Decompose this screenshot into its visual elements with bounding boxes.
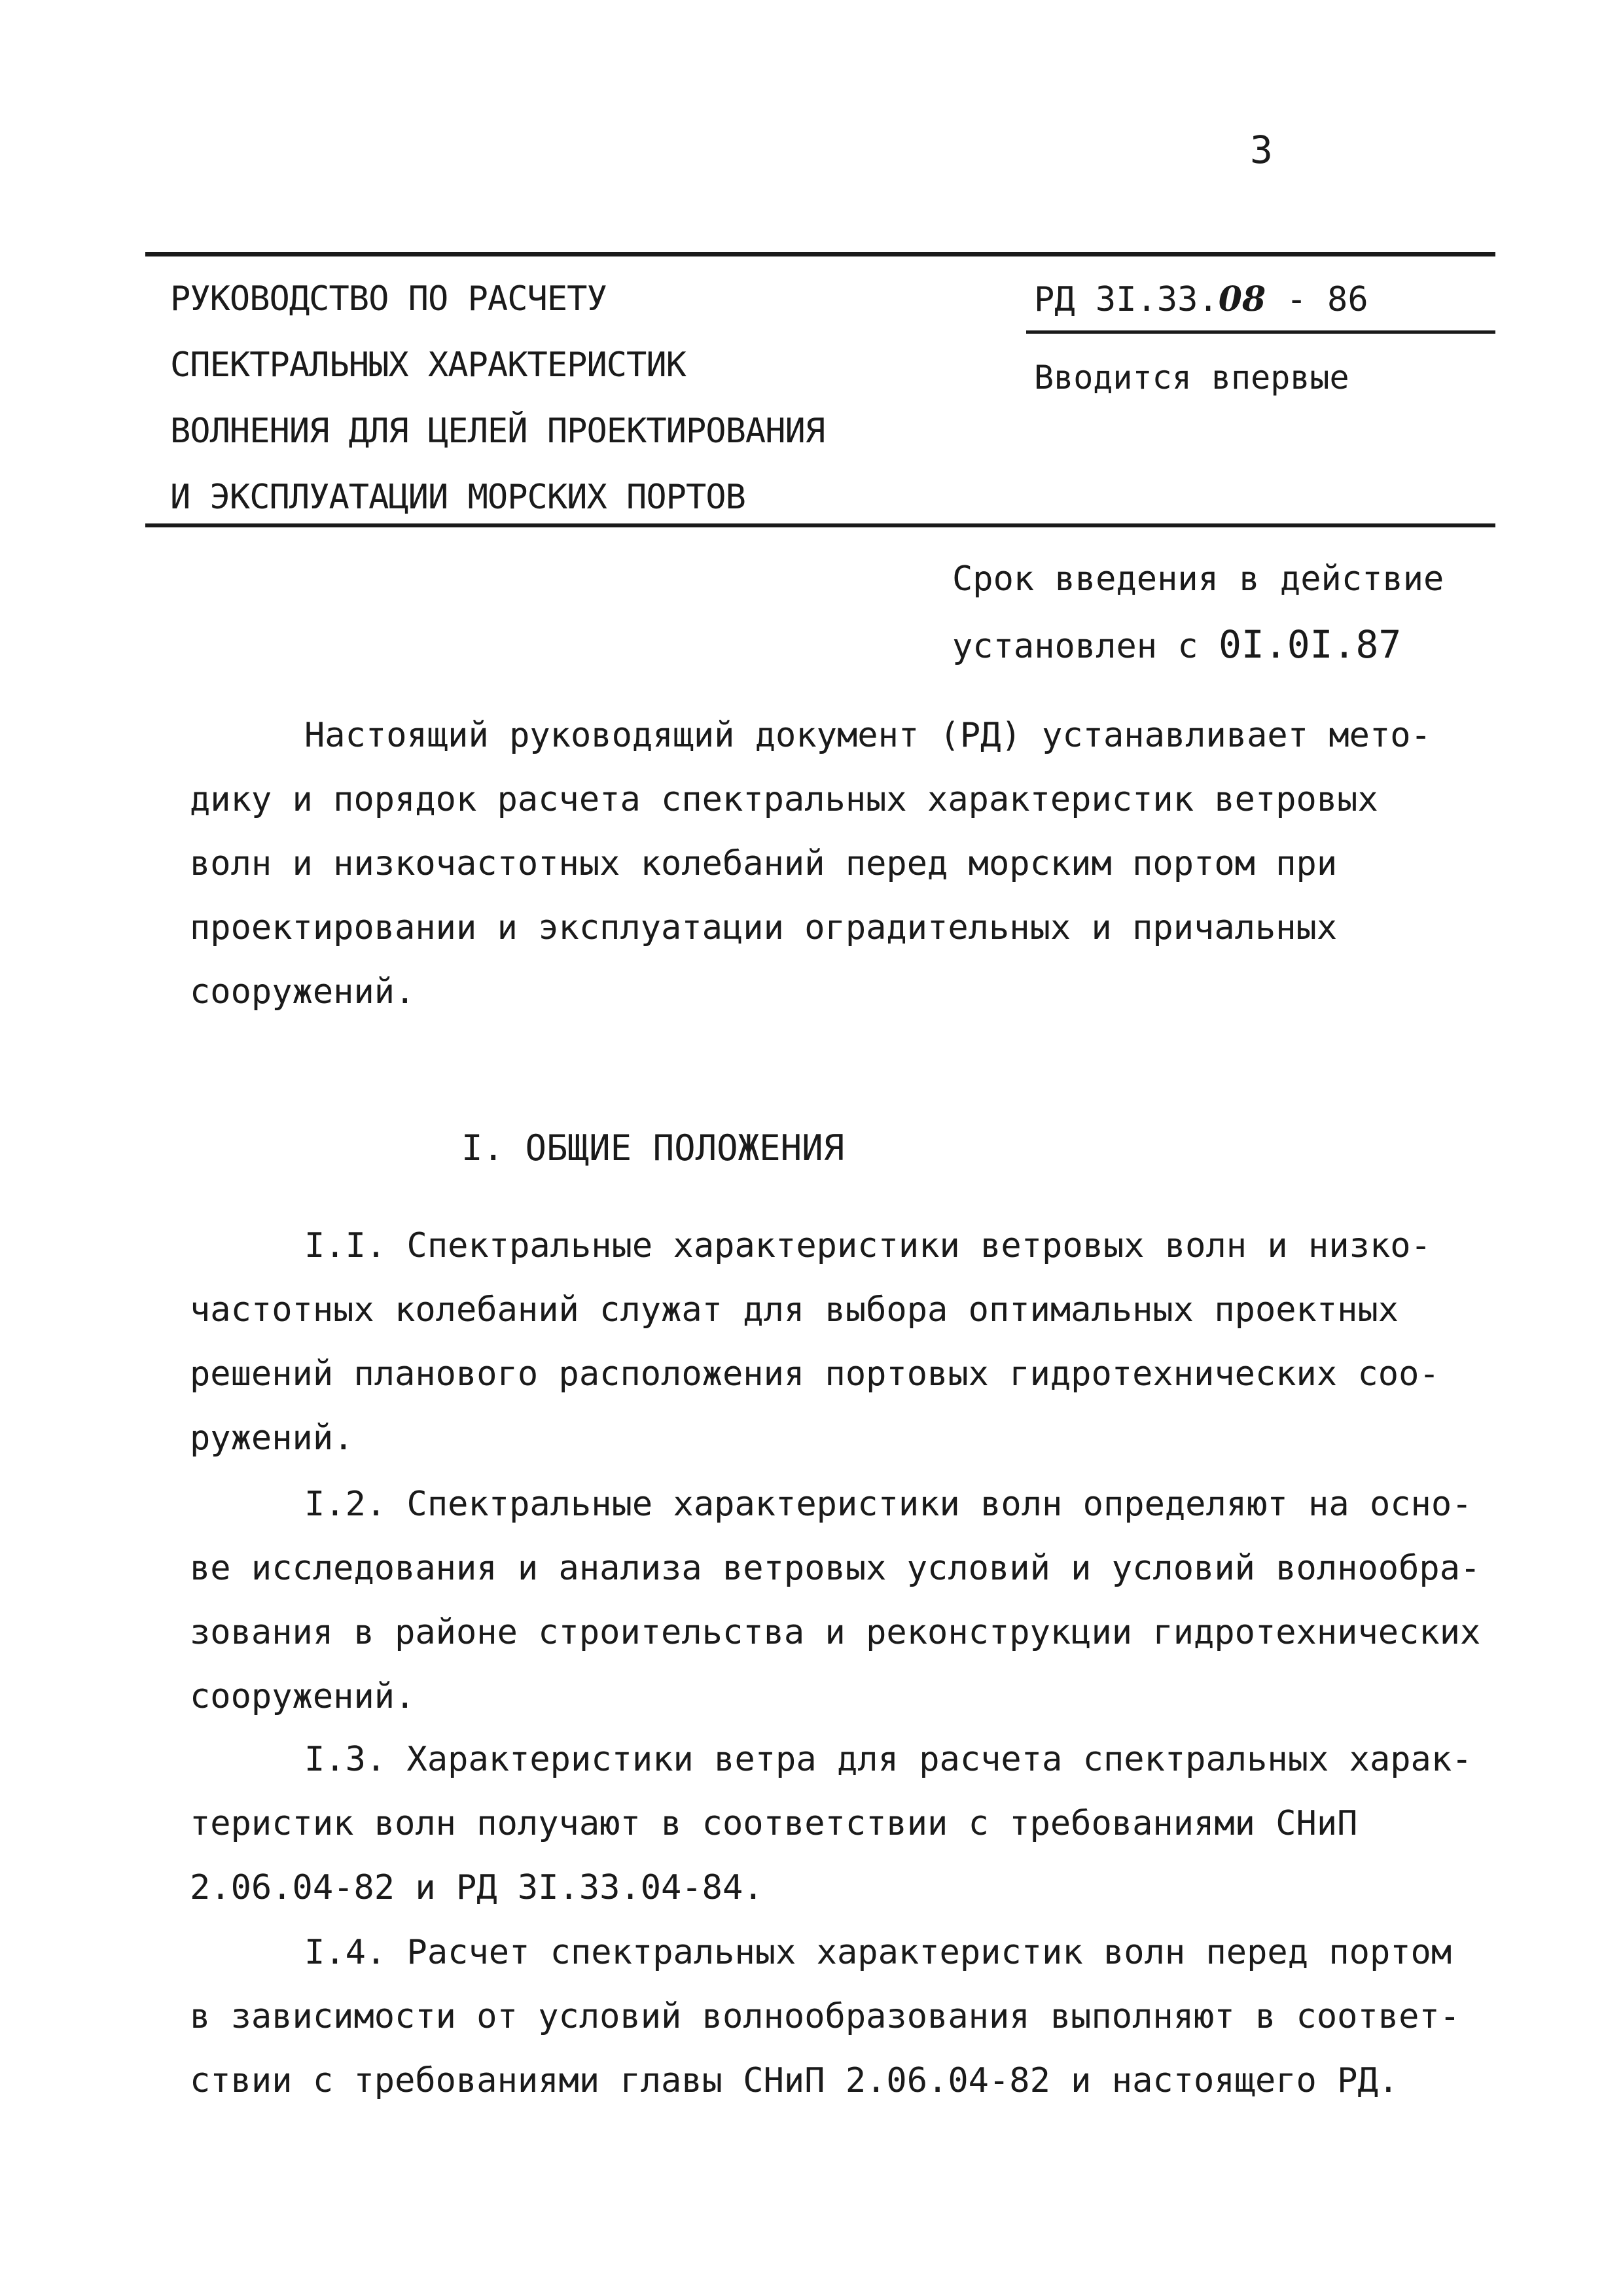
paragraph-line: I.I. Спектральные характеристики ветровых волн и низко- [304,1226,1431,1265]
doc-code-handwritten-number: 08 [1218,279,1266,319]
effective-date-block [952,546,1444,677]
paragraph-1-4 [190,1920,1486,2113]
doc-code-suffix: - 86 [1266,280,1368,319]
paragraph-line: Настоящий руководящий документ (РД) устанавливает мето- [304,716,1431,755]
doc-code-prefix: РД 3I.33. [1034,280,1219,319]
intro-paragraph [190,703,1486,1024]
effective-line-2-prefix: установлен с [952,627,1219,666]
document-status: Вводится впервые [1034,359,1349,397]
paragraph-line: I.3. Характеристики ветра для расчета спектральных харак- [304,1740,1472,1779]
effective-line-2 [952,612,1444,677]
paragraph-1-1 [190,1214,1486,1470]
paragraph-line: 2.06.04-82 и РД 3I.33.04-84. [190,1868,764,1907]
paragraph-line: проектировании и эксплуатации оградительных и причальных [190,908,1338,947]
effective-date: 0I.0I.87 [1219,622,1402,667]
paragraph-1-3 [190,1727,1486,1920]
document-code [1034,275,1368,325]
page-number: 3 [1250,128,1273,172]
effective-line-1: Срок введения в действие [952,559,1444,599]
paragraph-line: частотных колебаний служат для выбора оптимальных проектных [190,1290,1399,1330]
paragraph-line: ствии с требованиями главы СНиП 2.06.04-82 и настоящего РД. [190,2061,1399,2100]
paragraph-1-2 [190,1472,1486,1729]
paragraph-line: сооружений. [190,1677,416,1716]
section-heading: I. ОБЩИЕ ПОЛОЖЕНИЯ [461,1127,845,1169]
paragraph-line: волн и низкочастотных колебаний перед морским портом при [190,844,1338,883]
paragraph-line: дику и порядок расчета спектральных характеристик ветровых [190,780,1378,819]
paragraph-line: в зависимости от условий волнообразования выполняют в соответ- [190,1997,1461,2036]
title-line: И ЭКСПЛУАТАЦИИ МОРСКИХ ПОРТОВ [170,478,745,517]
paragraph-line: I.4. Расчет спектральных характеристик волн перед портом [304,1933,1452,1972]
title-line: РУКОВОДСТВО ПО РАСЧЕТУ [170,279,607,319]
paragraph-line: решений планового расположения портовых гидротехнических соо- [190,1354,1440,1394]
paragraph-line: ве исследования и анализа ветровых условий и условий волнообра- [190,1549,1481,1588]
paragraph-line: I.2. Спектральные характеристики волн определяют на осно- [304,1485,1472,1524]
header-bottom-rule [145,523,1495,527]
paragraph-line: ружений. [190,1419,354,1458]
doc-code-underline [1026,330,1495,334]
document-title [170,275,975,539]
title-line: СПЕКТРАЛЬНЫХ ХАРАКТЕРИСТИК [170,345,686,385]
title-line: ВОЛНЕНИЯ ДЛЯ ЦЕЛЕЙ ПРОЕКТИРОВАНИЯ [170,412,825,451]
paragraph-line: сооружений. [190,972,416,1012]
paragraph-line: зования в районе строительства и реконструкции гидротехнических [190,1613,1481,1652]
header-top-rule [145,252,1495,256]
paragraph-line: теристик волн получают в соответствии с требованиями СНиП [190,1804,1358,1843]
